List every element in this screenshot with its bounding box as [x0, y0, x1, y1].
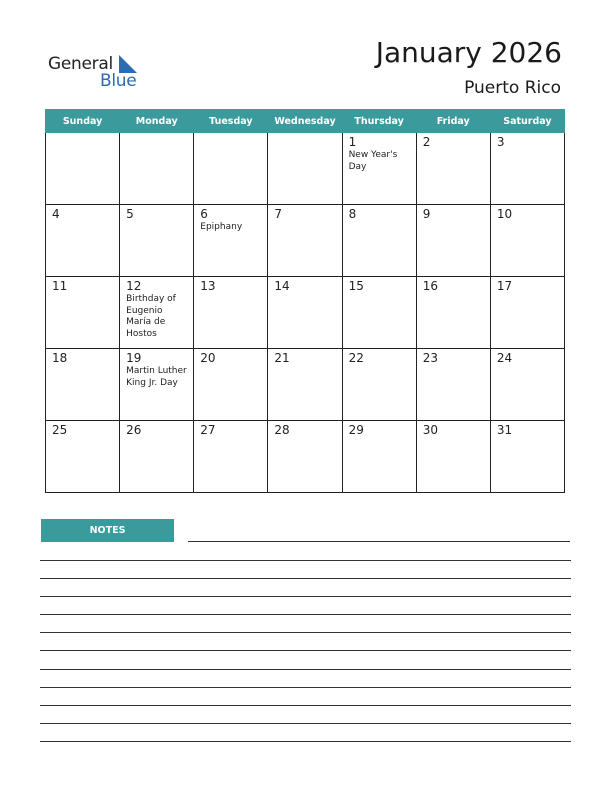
day-cell — [268, 277, 342, 349]
day-number: 3 — [496, 135, 505, 149]
note-line — [40, 705, 571, 706]
day-number: 28 — [274, 423, 290, 437]
day-number: 23 — [422, 351, 438, 365]
day-cell — [120, 421, 194, 493]
holiday-label: Epiphany — [200, 222, 243, 232]
day-cell — [46, 205, 120, 277]
day-number: 30 — [422, 423, 438, 437]
day-number: 1 — [348, 135, 357, 149]
day-number: 6 — [200, 207, 208, 221]
holiday-label: Birthday of Eugenio María de Hostos — [126, 294, 176, 339]
day-cell — [120, 205, 194, 277]
day-number: 13 — [200, 279, 216, 293]
week-row — [46, 133, 565, 205]
logo-word-blue: Blue — [100, 71, 137, 91]
weekday-header-row — [46, 110, 565, 133]
day-cell — [120, 349, 194, 421]
day-cell — [268, 133, 342, 205]
day-number: 20 — [200, 351, 216, 365]
day-cell — [194, 349, 268, 421]
day-number: 26 — [126, 423, 142, 437]
day-cell — [46, 277, 120, 349]
day-cell — [268, 421, 342, 493]
day-cell — [194, 421, 268, 493]
day-number: 8 — [348, 207, 357, 221]
week-row — [46, 421, 565, 493]
day-cell — [342, 205, 416, 277]
day-number: 15 — [348, 279, 364, 293]
day-cell — [268, 349, 342, 421]
day-cell — [342, 349, 416, 421]
weekday-header: Wednesday — [268, 110, 342, 133]
note-line — [40, 632, 571, 633]
day-number: 16 — [422, 279, 438, 293]
day-cell — [46, 133, 120, 205]
day-number: 31 — [496, 423, 513, 437]
note-line — [40, 596, 571, 597]
week-row — [46, 277, 565, 349]
weekday-header: Tuesday — [194, 110, 268, 133]
day-number: 25 — [52, 423, 68, 437]
day-cell — [416, 349, 490, 421]
day-cell — [490, 205, 564, 277]
week-row — [46, 349, 565, 421]
day-cell — [416, 277, 490, 349]
day-number: 17 — [496, 279, 513, 293]
day-cell — [120, 277, 194, 349]
note-line — [40, 614, 571, 615]
note-line — [40, 650, 571, 651]
day-cell — [490, 421, 564, 493]
day-number: 7 — [274, 207, 283, 221]
weekday-header: Saturday — [490, 110, 564, 133]
day-number: 14 — [274, 279, 290, 293]
weekday-header: Monday — [120, 110, 194, 133]
note-line — [40, 669, 571, 670]
holiday-label: New Year's Day — [348, 150, 398, 172]
note-line — [40, 687, 571, 688]
day-number: 24 — [496, 351, 513, 365]
day-cell — [342, 277, 416, 349]
day-number: 5 — [126, 207, 134, 221]
day-cell — [416, 133, 490, 205]
day-number: 4 — [52, 207, 60, 221]
day-number: 21 — [274, 351, 290, 365]
day-cell — [490, 133, 564, 205]
holiday-label: Martin Luther King Jr. Day — [126, 366, 187, 388]
day-cell — [342, 133, 416, 205]
note-line — [40, 560, 571, 561]
day-cell — [194, 277, 268, 349]
note-line — [188, 541, 570, 542]
day-number: 19 — [126, 351, 142, 365]
weekday-header: Thursday — [342, 110, 416, 133]
day-number: 27 — [200, 423, 216, 437]
week-row — [46, 205, 565, 277]
day-cell — [416, 421, 490, 493]
day-cell — [120, 133, 194, 205]
day-number: 18 — [52, 351, 68, 365]
note-line — [40, 578, 571, 579]
day-number: 22 — [348, 351, 364, 365]
day-number: 11 — [52, 279, 68, 293]
note-line — [40, 723, 571, 724]
country-subtitle: Puerto Rico — [464, 78, 561, 98]
brand-logo — [48, 52, 148, 92]
day-cell — [46, 349, 120, 421]
day-number: 2 — [422, 135, 431, 149]
logo-word-general: General — [48, 54, 113, 74]
calendar-grid — [45, 109, 565, 493]
day-number: 9 — [422, 207, 431, 221]
weekday-header: Friday — [416, 110, 490, 133]
day-cell — [194, 205, 268, 277]
notes-header: NOTES — [41, 519, 174, 542]
day-cell — [416, 205, 490, 277]
day-cell — [46, 421, 120, 493]
day-number: 29 — [348, 423, 364, 437]
day-cell — [194, 133, 268, 205]
day-cell — [490, 277, 564, 349]
day-number: 12 — [126, 279, 142, 293]
month-year-title: January 2026 — [375, 36, 562, 69]
day-cell — [490, 349, 564, 421]
note-line — [40, 741, 571, 742]
day-cell — [268, 205, 342, 277]
day-number: 10 — [496, 207, 513, 221]
weekday-header: Sunday — [46, 110, 120, 133]
day-cell — [342, 421, 416, 493]
